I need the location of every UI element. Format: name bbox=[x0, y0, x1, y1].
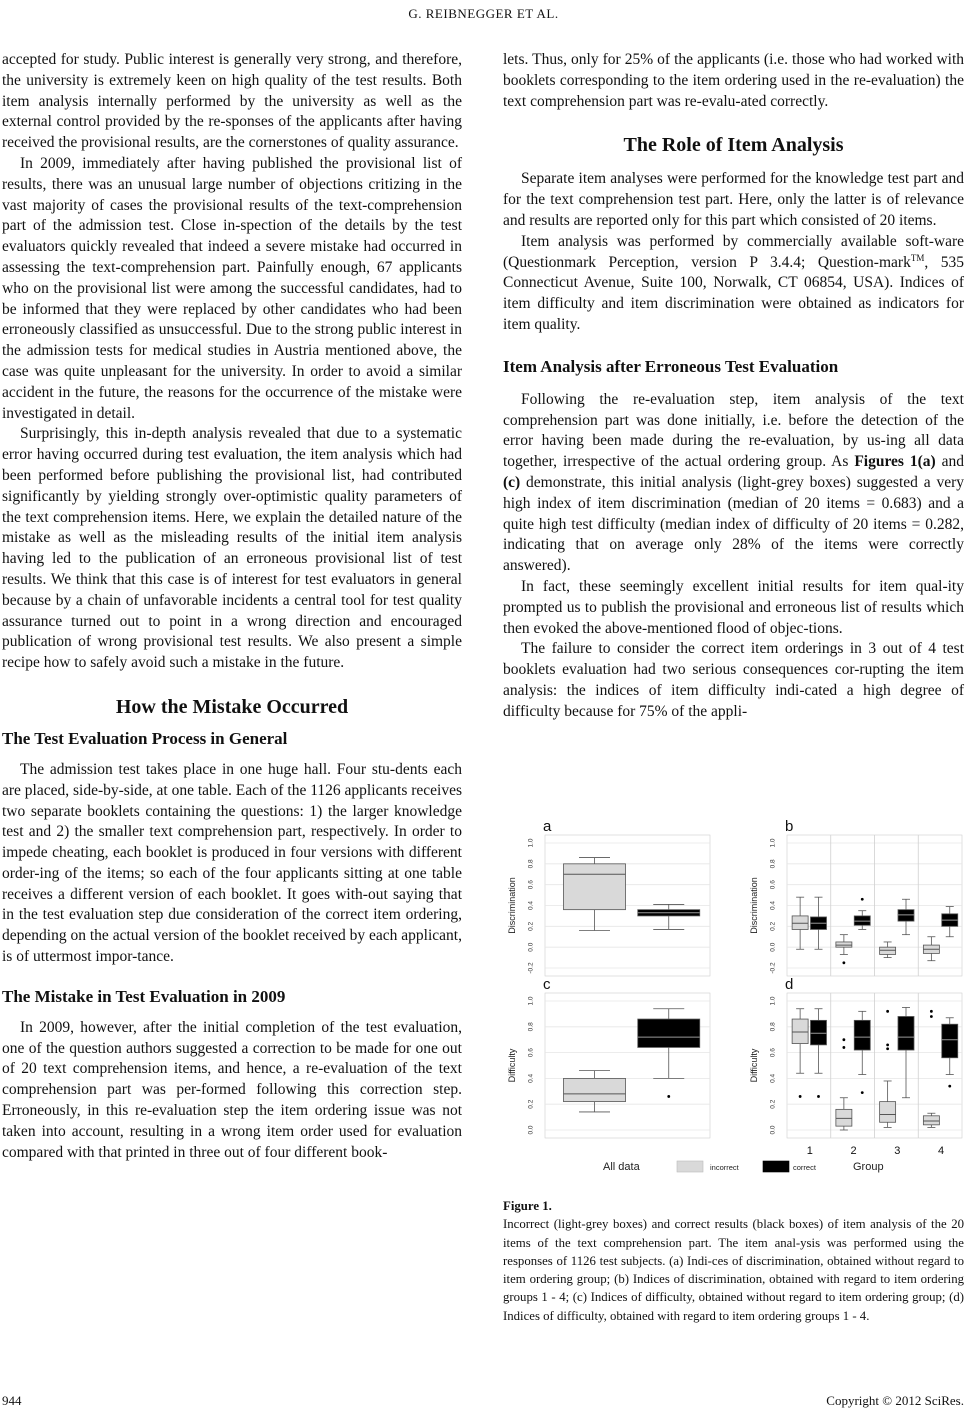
panel-c-tick-label: 1.0 bbox=[527, 996, 535, 1006]
panel-b-tick-label: 0.0 bbox=[769, 942, 777, 952]
right-paragraph-1: lets. Thus, only for 25% of the applicants (i.e. those who had worked with booklets corresponding to the item ordering used in the re-evaluation) the text comprehension part was re-evalu-ated correctly. bbox=[503, 51, 964, 110]
box-d-incorrect bbox=[880, 1102, 896, 1123]
left-paragraph-5: In 2009, however, after the initial completion of the test evaluation, one of the question authors suggested a correction to be made for one out of 20 text comprehension items, and hence, a re-evaluation of the text comprehension part was per-formed following this correction step. Erroneously, in this re-evaluation step the item ordering issue was not taken into account, resulting in a wrong item order used for evaluation compared with that printed in three out of four different book- bbox=[2, 1018, 462, 1161]
box-d-correct bbox=[811, 1020, 827, 1045]
group-tick-label: 4 bbox=[937, 1145, 945, 1157]
box-b-correct bbox=[898, 910, 914, 921]
box-d-incorrect bbox=[792, 1019, 808, 1044]
panel-b-tick-label: -0.2 bbox=[769, 962, 777, 974]
box-d-correct bbox=[854, 1020, 870, 1050]
figure-caption-text: Incorrect (light-grey boxes) and correct results (black boxes) of item analysis of the 20 items of the text comprehension part. The item anal-ysis was performed using the responses of 1126 test subjects. (a) Indi-ces of discrimination, obtained without regard to item ordering group; (b) Indices of discrimination, obtained with regard to item ordering groups 1 - 4; (c) Indices of difficulty, obtained without regard to item ordering group; (d) Indices of difficulty, obtained with regard to item ordering groups 1 - 4. bbox=[503, 1217, 964, 1323]
box-d-outlier bbox=[930, 1010, 933, 1013]
left-paragraph-2: In 2009, immediately after having published the provisional list of results, there was an unusual large number of objections critizing in the vast majority of cases the provisional results of the text-comprehension part of the admission test. Close in-spection of the details by the test evaluators quickly revealed that indeed a severe mistake had occurred in assessing the text-comprehension part. Painfully enough, 67 applicants who on the provisional list were among the successful candidates, had to be informed that they were replaced by other candidates who had been erroneously classified as unsuccessful. Due to the strong public interest in the admission tests for medical studies in Austria mentioned above, the case was quite unpleasant for the university. In order to avoid a similar accident in the future, the reasons for the occurrence of the mistake were investigated in detail. bbox=[2, 154, 462, 422]
panel-c-tick-label: 0.2 bbox=[527, 1099, 535, 1109]
panel-a-tick-label: -0.2 bbox=[527, 962, 535, 974]
right-p4-and: and bbox=[935, 453, 964, 471]
figure-caption-title: Figure 1. bbox=[503, 1199, 552, 1213]
panel-c-tick-label: 0.6 bbox=[527, 1048, 535, 1058]
legend-correct-label: correct bbox=[793, 1163, 816, 1172]
box-d-correct bbox=[942, 1024, 958, 1058]
panel-d-label: d bbox=[785, 976, 794, 993]
legend-incorrect-swatch bbox=[677, 1161, 703, 1172]
group-tick-label: 3 bbox=[894, 1145, 901, 1157]
panel-a-tick-label: 0.6 bbox=[527, 880, 535, 890]
panel-d-tick-label: 0.4 bbox=[769, 1073, 777, 1083]
figure-1 bbox=[505, 818, 965, 1193]
panel-a-tick-label: 0.4 bbox=[527, 900, 535, 911]
box-d-outlier bbox=[886, 1047, 889, 1050]
page-number: 944 bbox=[2, 1393, 22, 1408]
box-b-incorrect bbox=[836, 942, 852, 947]
legend-group: Group bbox=[853, 1161, 884, 1173]
left-paragraph-3: Surprisingly, this in-depth analysis revealed that due to a systematic error having occurred during test evaluation, the item analysis which had been performed before publishing the provisional list, had contributed significantly by yielding strongly over-optimistic quality parameters of the text comprehension items. Here, we explain the detailed nature of the mistake as well as the misleading results of the initial item analysis having led to the publication of an erroneous provisional list of test results. We think that this case is of interest for test evaluators in general because by a chain of unfavorable incidents a central tool for test quality assurance turned out to point in a wrong direction and encouraged publication of wrong provisional test results. We also present a simple recipe how to safely avoid such a mistake in the future. bbox=[2, 425, 462, 672]
panel-c-ylabel: Difficulty bbox=[507, 1048, 517, 1083]
left-paragraph-4: The admission test takes place in one huge hall. Four stu-dents each are placed, side-by-side, at one table. Each of the 1126 applicants receives two separate booklets containing the questions: 1) the larger knowledge test and 2) the smaller text comprehension part, respectively. In order to impede cheating, each booklet is produced in four versions with different order-ing of the items; so each of the four applicants sitting at one table receives a different version of each booklet. It goes with-out saying that in the test evaluation step due consideration of the correct item ordering, depending on the actual version of the booklet received by each applicant, is of uttermost impor-tance. bbox=[2, 760, 462, 966]
panel-b-tick-label: 0.8 bbox=[769, 859, 777, 869]
box-d-outlier bbox=[948, 1085, 951, 1088]
panel-b-tick-label: 0.2 bbox=[769, 921, 777, 931]
trademark-superscript: TM bbox=[910, 252, 925, 263]
panel-c-frame bbox=[545, 993, 710, 1138]
box-d-correct bbox=[898, 1016, 914, 1050]
box-d-outlier bbox=[842, 1046, 845, 1049]
panel-c-label: c bbox=[543, 976, 551, 993]
right-paragraph-5: In fact, these seemingly excellent initial results for item qual-ity prompted us to publish the provisional and erroneous list of results which then evoked the above-mentioned flood of objec-tions. bbox=[503, 577, 964, 637]
figure-caption bbox=[503, 1197, 964, 1325]
subheading-process: The Test Evaluation Process in General bbox=[2, 728, 288, 748]
legend-all-data: All data bbox=[603, 1161, 640, 1173]
right-paragraph-2: Separate item analyses were performed for the knowledge test part and for the text comprehension test part. Here, only the latter is of relevance and results are reported only for this part which consisted of 20 items. bbox=[503, 170, 964, 229]
legend-incorrect-label: incorrect bbox=[710, 1163, 739, 1172]
box-d-outlier bbox=[930, 1015, 933, 1018]
panel-a-ylabel: Discrimination bbox=[507, 877, 517, 934]
section-heading-role: The Role of Item Analysis bbox=[623, 134, 844, 157]
box-d-outlier bbox=[799, 1095, 802, 1098]
box-d-outlier bbox=[886, 1043, 889, 1046]
panel-d-tick-label: 0.0 bbox=[769, 1125, 777, 1135]
running-head: G. REIBNEGGER ET AL. bbox=[408, 6, 559, 21]
panel-b-tick-label: 0.4 bbox=[769, 900, 777, 911]
box-d-incorrect bbox=[836, 1109, 852, 1126]
box-b-outlier bbox=[861, 898, 864, 901]
group-tick-label: 1 bbox=[806, 1145, 813, 1157]
right-p3-text-b: , 535 Connecticut Avenue, Suite 100, Norwalk, CT 06854, USA). Indices of item difficulty and item discrimination were obtained as indicators for item quality. bbox=[503, 253, 964, 333]
right-paragraph-3 bbox=[503, 232, 964, 336]
right-p3-text-a: Item analysis was performed by commercially available soft-ware (Questionmark Perception, version P 3.4.4; Question-mark bbox=[503, 232, 964, 271]
legend-correct-swatch bbox=[763, 1161, 789, 1172]
box-b-correct bbox=[854, 916, 870, 925]
box-b-incorrect bbox=[792, 916, 808, 930]
left-paragraph-1: accepted for study. Public interest is generally very strong, and therefore, the university is extremely keen on high quality of the test results. Both item analysis internally performed by the university as well as the external control provided by the re-sponses of the applicants after having received the provisional results, are the cornerstones of quality assurance. bbox=[2, 51, 462, 152]
panel-a-label: a bbox=[543, 818, 552, 835]
subheading-after-erroneous: Item Analysis after Erroneous Test Evaluation bbox=[503, 356, 839, 376]
right-column bbox=[503, 50, 964, 723]
box-b-outlier bbox=[842, 961, 845, 964]
box-d-outlier bbox=[817, 1095, 820, 1098]
box-c-correct bbox=[638, 1019, 700, 1047]
section-heading-mistake: How the Mistake Occurred bbox=[115, 695, 349, 718]
subheading-2009: The Mistake in Test Evaluation in 2009 bbox=[2, 986, 286, 1006]
right-paragraph-6: The failure to consider the correct item orderings in 3 out of 4 test booklets evaluation had two serious consequences cor-rupting the item analysis: the indices of item difficulty indi-cated a high degree of difficulty because for 75% of the appli- bbox=[503, 640, 964, 720]
panel-d-tick-label: 0.6 bbox=[769, 1048, 777, 1058]
box-d-outlier bbox=[886, 1010, 889, 1013]
panel-d-tick-label: 0.2 bbox=[769, 1099, 777, 1109]
box-d-outlier bbox=[842, 1038, 845, 1041]
panel-b-tick-label: 1.0 bbox=[769, 838, 777, 848]
box-c-outlier bbox=[667, 1095, 670, 1098]
box-d-incorrect bbox=[923, 1116, 939, 1125]
panel-d-tick-label: 0.8 bbox=[769, 1022, 777, 1032]
box-c-incorrect bbox=[564, 1078, 626, 1101]
panel-c-tick-label: 0.4 bbox=[527, 1073, 535, 1083]
panel-a-tick-label: 0.2 bbox=[527, 921, 535, 931]
panel-b-tick-label: 0.6 bbox=[769, 880, 777, 890]
figure-ref-1c: (c) bbox=[503, 473, 521, 491]
panel-d-tick-label: 1.0 bbox=[769, 996, 777, 1006]
left-column bbox=[2, 50, 462, 1163]
panel-a-tick-label: 0.8 bbox=[527, 859, 535, 869]
group-tick-label: 2 bbox=[850, 1145, 857, 1157]
copyright: Copyright © 2012 SciRes. bbox=[826, 1393, 964, 1408]
panel-a-tick-label: 1.0 bbox=[527, 838, 535, 848]
right-p4-text-b: demonstrate, this initial analysis (light-grey boxes) suggested a very high index of item discrimination (median of 20 items = 0.683) and a quite high test difficulty (median index of difficulty of 20 items = 0.282, indicating that on average only 28% of the items were correctly answered). bbox=[503, 473, 964, 575]
figure-1-boxplots bbox=[505, 818, 965, 1193]
right-paragraph-4 bbox=[503, 390, 964, 577]
panel-b-ylabel: Discrimination bbox=[749, 877, 759, 934]
figure-ref-1a: Figures 1(a) bbox=[854, 453, 936, 471]
box-d-outlier bbox=[861, 1091, 864, 1094]
panel-b-label: b bbox=[785, 818, 794, 835]
panel-c-tick-label: 0.8 bbox=[527, 1022, 535, 1032]
panel-d-ylabel: Difficulty bbox=[749, 1048, 759, 1083]
panel-a-tick-label: 0.0 bbox=[527, 942, 535, 952]
panel-c-tick-label: 0.0 bbox=[527, 1125, 535, 1135]
box-b-incorrect bbox=[880, 947, 896, 954]
right-p4-text-a: Following the re-evaluation step, item analysis of the text comprehension part was done initially, i.e. before the detection of the error having been made during the re-evaluation, by us-ing all data together, irrespective of the actual ordering group. As bbox=[503, 390, 964, 471]
box-a-incorrect bbox=[564, 864, 626, 910]
